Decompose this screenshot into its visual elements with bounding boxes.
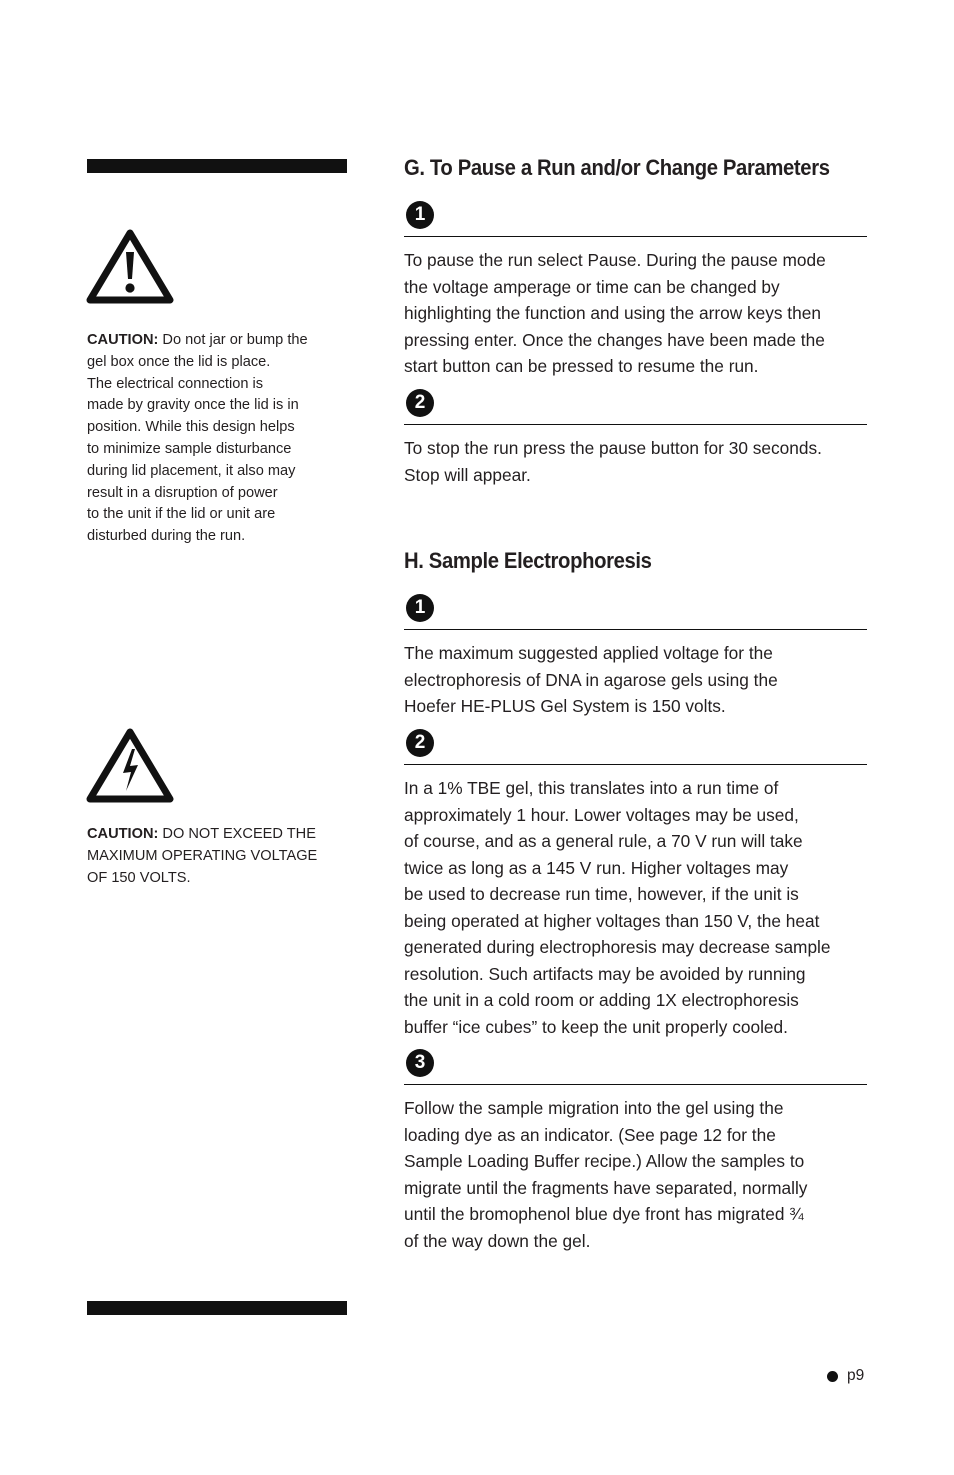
step-text <box>404 247 867 380</box>
step-text <box>404 640 867 720</box>
step-number-badge: 3 <box>406 1049 434 1077</box>
text-line: To stop the run press the pause button for 30 seconds. <box>404 438 822 458</box>
text-line: pressing enter. Once the changes have been made the <box>404 329 825 350</box>
caution-lid-note <box>87 330 342 548</box>
top-rule-bar <box>87 159 347 173</box>
text-line: until the bromophenol blue dye front has migrated ¾ <box>404 1204 804 1224</box>
text-line: twice as long as a 145 V run. Higher voltages may <box>404 857 789 878</box>
caution-line: disturbed during the run. <box>87 528 246 545</box>
page-number: p9 <box>847 1367 865 1384</box>
text-line: In a 1% TBE gel, this translates into a run time of <box>404 778 779 798</box>
text-line: be used to decrease run time, however, if the unit is <box>404 884 799 904</box>
text-line: Follow the sample migration into the gel using the <box>404 1098 784 1118</box>
step-divider <box>404 629 867 630</box>
caution-label: CAUTION: <box>87 826 159 842</box>
text-line: highlighting the function and using the arrow keys then <box>404 303 821 323</box>
caution-label: CAUTION: <box>87 332 159 348</box>
caution-line: position. While this design helps <box>87 419 295 436</box>
text-line: start button can be pressed to resume the run. <box>404 356 759 376</box>
section-h-title: H. Sample Electrophoresis <box>404 548 652 573</box>
bottom-rule-bar <box>87 1301 347 1315</box>
caution-line: The electrical connection is <box>87 375 264 392</box>
caution-line: during lid placement, it also may <box>87 462 296 479</box>
text-line: migrate until the fragments have separated, normally <box>404 1177 808 1198</box>
exclamation-warning-icon <box>86 228 174 305</box>
text-line: of course, and as a general rule, a 70 V run will take <box>404 831 803 851</box>
step-text <box>404 775 867 1040</box>
step-number-badge: 1 <box>406 201 434 229</box>
caution-line: Do not jar or bump the <box>158 332 308 348</box>
step-number-badge: 1 <box>406 594 434 622</box>
caution-line: to minimize sample disturbance <box>87 440 292 457</box>
step-divider <box>404 1084 867 1085</box>
section-h-step-2 <box>404 729 867 1040</box>
text-line: Hoefer HE-PLUS Gel System is 150 volts. <box>404 696 726 716</box>
caution-line: MAXIMUM OPERATING VOLTAGE <box>87 847 318 864</box>
caution-line: result in a disruption of power <box>87 484 278 501</box>
text-line: loading dye as an indicator. (See page 12 for the <box>404 1124 776 1145</box>
text-line: electrophoresis of DNA in agarose gels using the <box>404 669 778 690</box>
text-line: generated during electrophoresis may decrease sample <box>404 937 831 957</box>
step-number-badge: 2 <box>406 389 434 417</box>
step-text <box>404 1095 867 1254</box>
caution-voltage-note <box>87 824 342 889</box>
caution-line: made by gravity once the lid is in <box>87 397 299 414</box>
text-line: resolution. Such artifacts may be avoided by running <box>404 963 806 984</box>
step-divider <box>404 236 867 237</box>
caution-line: gel box once the lid is place. <box>87 353 271 370</box>
caution-line: OF 150 VOLTS. <box>87 869 191 886</box>
caution-line: DO NOT EXCEED THE <box>158 826 316 842</box>
text-line: buffer “ice cubes” to keep the unit properly cooled. <box>404 1016 788 1037</box>
text-line: being operated at higher voltages than 150 V, the heat <box>404 910 820 931</box>
text-line: Sample Loading Buffer recipe.) Allow the samples to <box>404 1151 805 1171</box>
text-line: of the way down the gel. <box>404 1230 591 1251</box>
text-line: the voltage amperage or time can be changed by <box>404 276 780 297</box>
caution-line: to the unit if the lid or unit are <box>87 506 276 523</box>
text-line: approximately 1 hour. Lower voltages may be used, <box>404 804 799 825</box>
section-h-step-1 <box>404 594 867 720</box>
section-g-step-2 <box>404 389 867 488</box>
step-divider <box>404 764 867 765</box>
page-folio <box>827 1367 864 1385</box>
text-line: the unit in a cold room or adding 1X electrophoresis <box>404 990 799 1010</box>
high-voltage-warning-icon <box>86 727 174 804</box>
step-text <box>404 435 867 488</box>
text-line: To pause the run select Pause. During the pause mode <box>404 250 826 270</box>
section-h-step-3 <box>404 1049 867 1254</box>
text-line: The maximum suggested applied voltage for the <box>404 643 773 663</box>
text-line: Stop will appear. <box>404 464 531 485</box>
section-g-title: G. To Pause a Run and/or Change Parameters <box>404 155 830 180</box>
bullet-dot-icon <box>827 1371 838 1382</box>
step-divider <box>404 424 867 425</box>
section-g-step-1 <box>404 201 867 380</box>
step-number-badge: 2 <box>406 729 434 757</box>
